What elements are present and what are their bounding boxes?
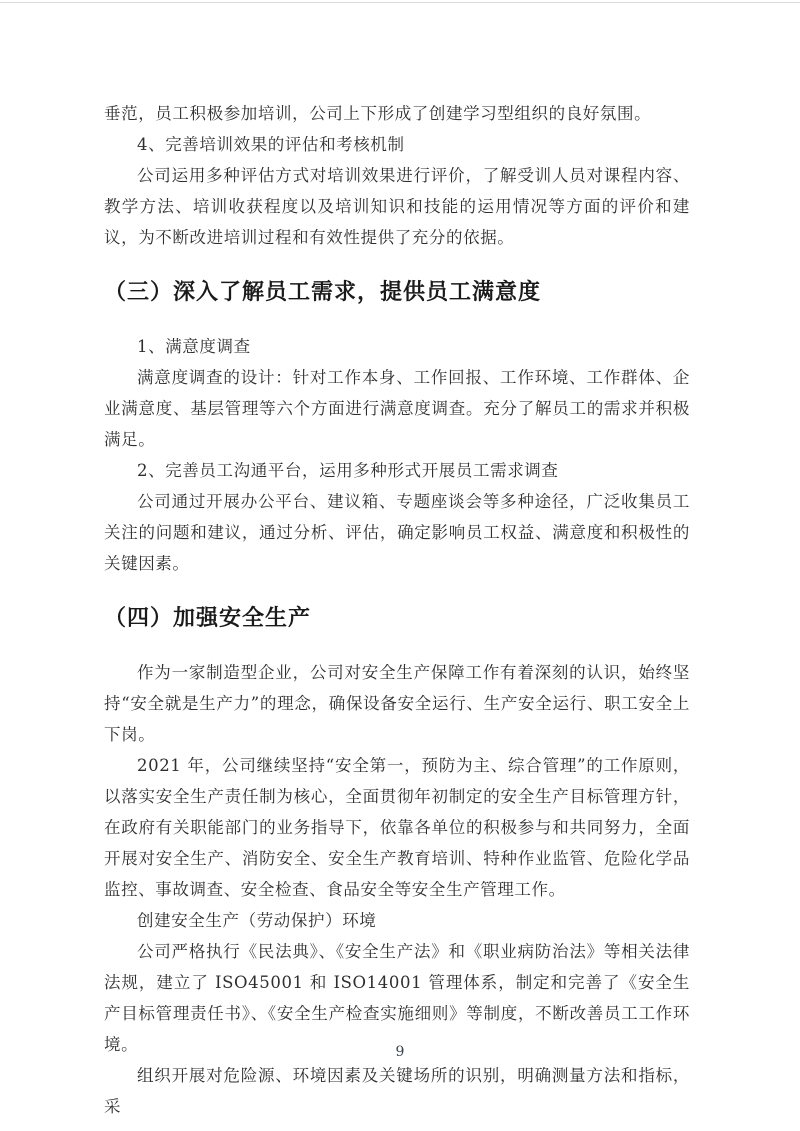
para-training-atmosphere: 垂范，员工积极参加培训，公司上下形成了创建学习型组织的良好氛围。 bbox=[104, 104, 652, 123]
para-item2-communication-platform-title: 2、完善员工沟通平台，运用多种形式开展员工需求调查 bbox=[137, 461, 559, 480]
para-manufacturing-safety-concept: 作为一家制造型企业，公司对安全生产保障工作有着深刻的认识，始终坚持“安全就是生产力”的理念，确保设备安全运行、生产安全运行、职工安全上下岗。 bbox=[104, 663, 690, 744]
para-item1-satisfaction-survey-title: 1、满意度调查 bbox=[137, 337, 251, 356]
para-create-safety-environment-title: 创建安全生产（劳动保护）环境 bbox=[137, 911, 377, 930]
document-body bbox=[104, 98, 690, 1122]
para-laws-iso-systems: 公司严格执行《民法典》、《安全生产法》和《职业病防治法》等相关法律法规，建立了 ISO45001 和 ISO14001 管理体系，制定和完善了《安全生产目标管理责任书》、《安全生产检查实施细则》等制度，不断改善员工工作环境。 bbox=[104, 942, 690, 1054]
para-satisfaction-survey-design: 满意度调查的设计：针对工作本身、工作回报、工作环境、工作群体、企业满意度、基层管理等六个方面进行满意度调查。充分了解员工的需求并积极满足。 bbox=[104, 368, 690, 449]
heading-section-4-safety-production: （四）加强安全生产 bbox=[104, 606, 312, 631]
page-number: 9 bbox=[395, 1044, 405, 1060]
para-hazard-identification-cutoff: 组织开展对危险源、环境因素及关键场所的识别，明确测量方法和指标，采 bbox=[104, 1066, 690, 1116]
para-training-evaluation-detail: 公司运用多种评估方式对培训效果进行评价，了解受训人员对课程内容、教学方法、培训收获程度以及培训知识和技能的运用情况等方面的评价和建议，为不断改进培训过程和有效性提供了充分的依据。 bbox=[104, 166, 690, 247]
page-top-edge-line bbox=[0, 2, 800, 3]
para-communication-channels: 公司通过开展办公平台、建议箱、专题座谈会等多种途径，广泛收集员工关注的问题和建议，通过分析、评估，确定影响员工权益、满意度和积极性的关键因素。 bbox=[104, 492, 690, 573]
para-2021-safety-principles: 2021 年，公司继续坚持“安全第一，预防为主、综合管理”的工作原则，以落实安全生产责任制为核心，全面贯彻年初制定的安全生产目标管理方针，在政府有关职能部门的业务指导下，依靠各单位的积极参与和共同努力，全面开展对安全生产、消防安全、安全生产教育培训、特种作业监管、危险化学品监控、事故调查、安全检查、食品安全等安全生产管理工作。 bbox=[104, 756, 690, 899]
heading-section-3-employee-needs: （三）深入了解员工需求，提供员工满意度 bbox=[104, 280, 542, 305]
para-item4-training-evaluation-title: 4、完善培训效果的评估和考核机制 bbox=[137, 135, 405, 154]
